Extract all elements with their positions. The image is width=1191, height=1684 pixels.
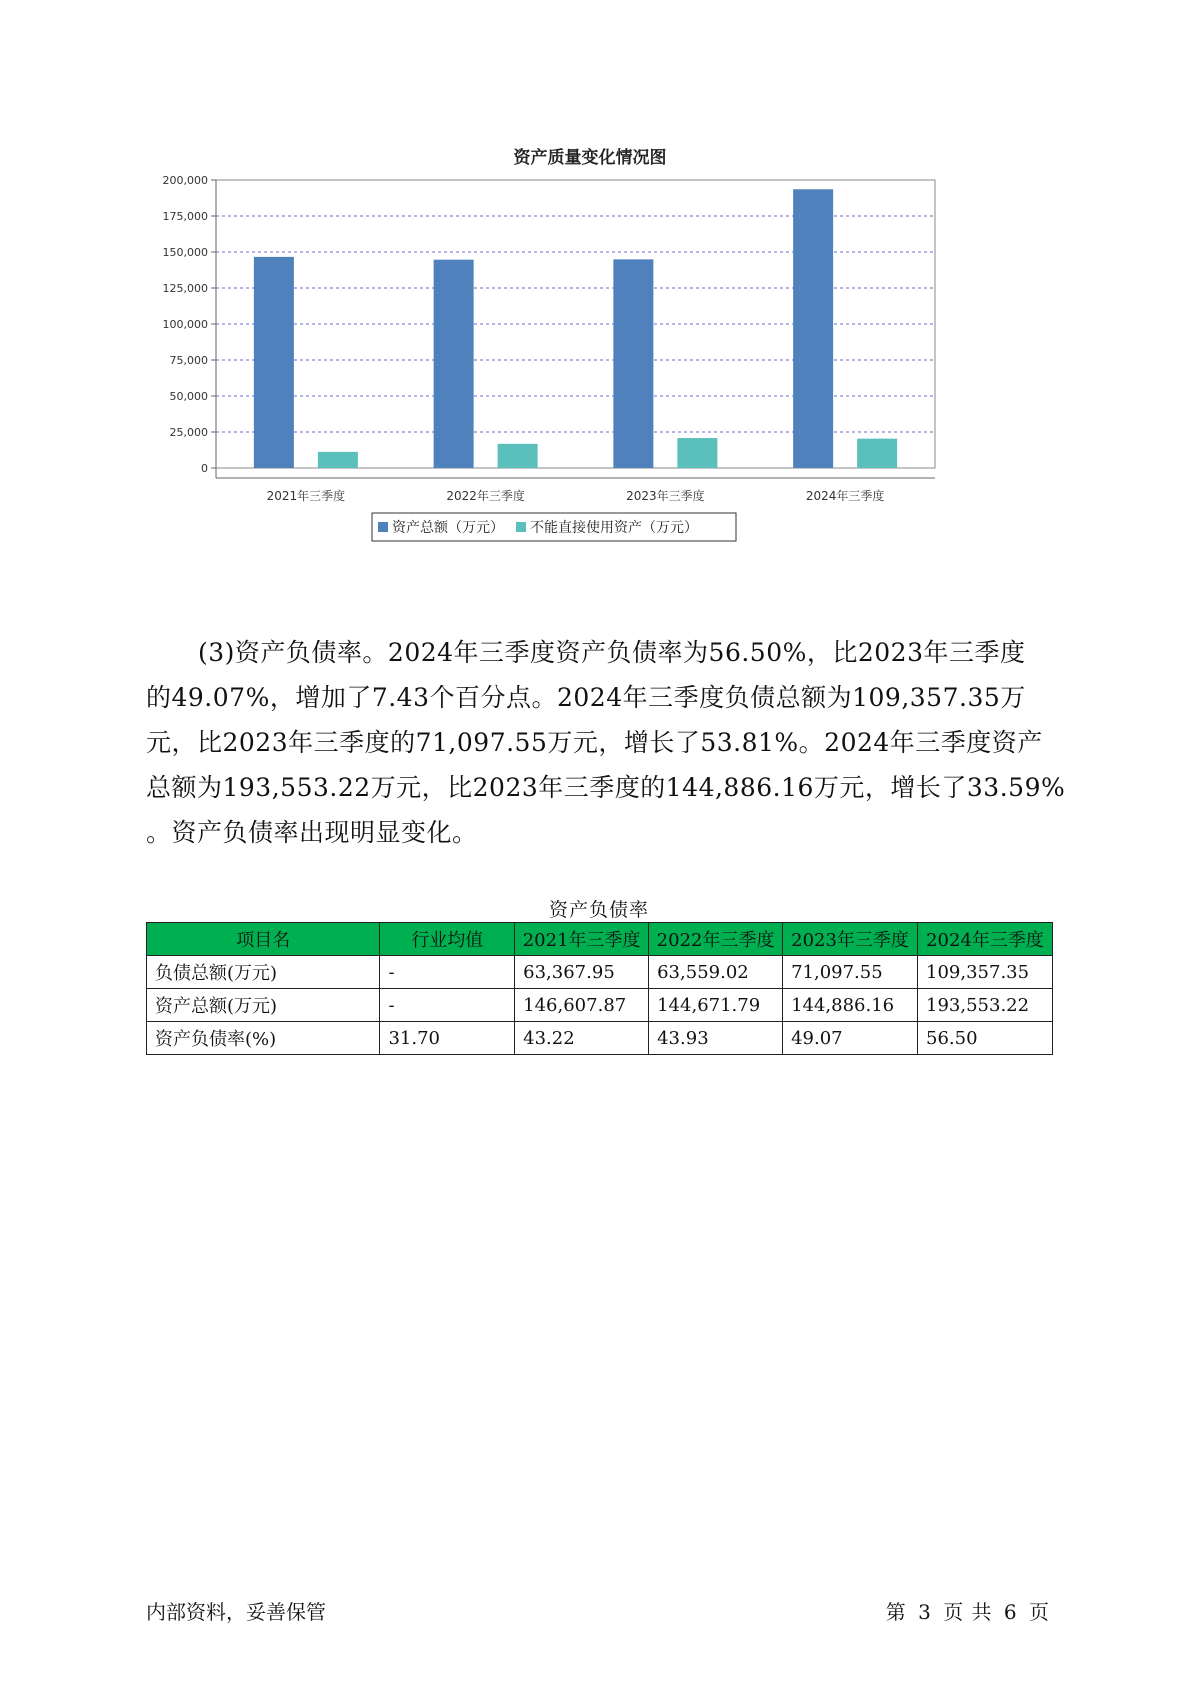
asset-quality-chart bbox=[150, 135, 1030, 595]
paragraph-line: (3)资产负债率。2024年三季度资产负债率为56.50%，比2023年三季度 bbox=[198, 638, 1026, 667]
x-tick-label: 2024年三季度 bbox=[805, 489, 885, 503]
x-tick-label: 2023年三季度 bbox=[626, 489, 705, 503]
table-cell: 71,097.55 bbox=[783, 956, 918, 989]
table-cell: 144,671.79 bbox=[649, 989, 783, 1022]
table-cell: 63,367.95 bbox=[515, 956, 649, 989]
y-tick-label: 25,000 bbox=[169, 426, 208, 439]
table-cell: 56.50 bbox=[918, 1022, 1053, 1055]
table-cell: 49.07 bbox=[783, 1022, 918, 1055]
table-cell: 146,607.87 bbox=[515, 989, 649, 1022]
table-header-cell: 2021年三季度 bbox=[515, 923, 649, 956]
bar bbox=[498, 444, 538, 468]
paragraph-line: 的49.07%，增加了7.43个百分点。2024年三季度负债总额为109,357.35万 bbox=[146, 683, 1026, 712]
table-header-cell: 2023年三季度 bbox=[783, 923, 918, 956]
table-row bbox=[147, 989, 1053, 1022]
y-tick-label: 100,000 bbox=[162, 318, 208, 331]
page-prefix: 第 bbox=[885, 1600, 907, 1624]
y-tick-label: 150,000 bbox=[162, 246, 208, 259]
table-cell: 144,886.16 bbox=[783, 989, 918, 1022]
table-header-cell: 行业均值 bbox=[380, 923, 515, 956]
bar bbox=[318, 452, 358, 468]
y-tick-label: 175,000 bbox=[162, 210, 208, 223]
legend-swatch bbox=[516, 522, 526, 532]
legend-label: 资产总额（万元） bbox=[392, 520, 504, 536]
bar bbox=[434, 260, 474, 468]
page-current: 3 bbox=[918, 1600, 932, 1624]
x-tick-label: 2021年三季度 bbox=[266, 489, 346, 503]
table-cell: 43.22 bbox=[515, 1022, 649, 1055]
y-tick-label: 50,000 bbox=[169, 390, 208, 403]
table-cell: 31.70 bbox=[380, 1022, 515, 1055]
table-row bbox=[147, 1022, 1053, 1055]
y-tick-label: 200,000 bbox=[162, 174, 208, 187]
paragraph-line: 元，比2023年三季度的71,097.55万元，增长了53.81%。2024年三季度资产 bbox=[146, 728, 1043, 757]
bar bbox=[613, 259, 653, 468]
bar bbox=[793, 189, 833, 468]
table-cell: 资产总额(万元) bbox=[147, 989, 380, 1022]
chart-x-axis bbox=[267, 488, 885, 503]
table-cell: 43.93 bbox=[649, 1022, 783, 1055]
debt-ratio-table bbox=[146, 922, 1053, 1055]
y-tick-label: 75,000 bbox=[169, 354, 208, 367]
table-header-cell: 项目名 bbox=[147, 923, 380, 956]
confidential-note: 内部资料，妥善保管 bbox=[146, 1600, 326, 1624]
y-tick-label: 0 bbox=[201, 462, 208, 475]
table-cell: 193,553.22 bbox=[918, 989, 1053, 1022]
chart-bars bbox=[254, 189, 897, 468]
legend-swatch bbox=[378, 522, 388, 532]
page-mid: 页 共 bbox=[943, 1600, 993, 1624]
table-cell: - bbox=[380, 956, 515, 989]
table-header-cell: 2022年三季度 bbox=[649, 923, 783, 956]
bar bbox=[857, 439, 897, 468]
table-header-row bbox=[147, 923, 1053, 956]
legend-label: 不能直接使用资产（万元） bbox=[530, 520, 698, 536]
bar bbox=[677, 438, 717, 468]
table-cell: 63,559.02 bbox=[649, 956, 783, 989]
chart-legend bbox=[372, 513, 736, 541]
page-total: 6 bbox=[1003, 1600, 1018, 1624]
table-cell: 负债总额(万元) bbox=[147, 956, 380, 989]
bar bbox=[254, 257, 294, 468]
page-suffix: 页 bbox=[1029, 1600, 1050, 1624]
analysis-paragraph bbox=[146, 630, 1066, 855]
table-row bbox=[147, 956, 1053, 989]
table-header-cell: 2024年三季度 bbox=[918, 923, 1053, 956]
paragraph-line: 。资产负债率出现明显变化。 bbox=[146, 818, 478, 847]
table-cell: 资产负债率(%) bbox=[147, 1022, 380, 1055]
table-title: 资产负债率 bbox=[548, 899, 649, 921]
table-cell: 109,357.35 bbox=[918, 956, 1053, 989]
table-cell: - bbox=[380, 989, 515, 1022]
page-number bbox=[884, 1596, 1052, 1625]
x-tick-label: 2022年三季度 bbox=[446, 489, 525, 503]
chart-title: 资产质量变化情况图 bbox=[513, 148, 667, 168]
y-tick-label: 125,000 bbox=[162, 282, 208, 295]
paragraph-line: 总额为193,553.22万元，比2023年三季度的144,886.16万元，增长了33.59% bbox=[146, 773, 1066, 802]
